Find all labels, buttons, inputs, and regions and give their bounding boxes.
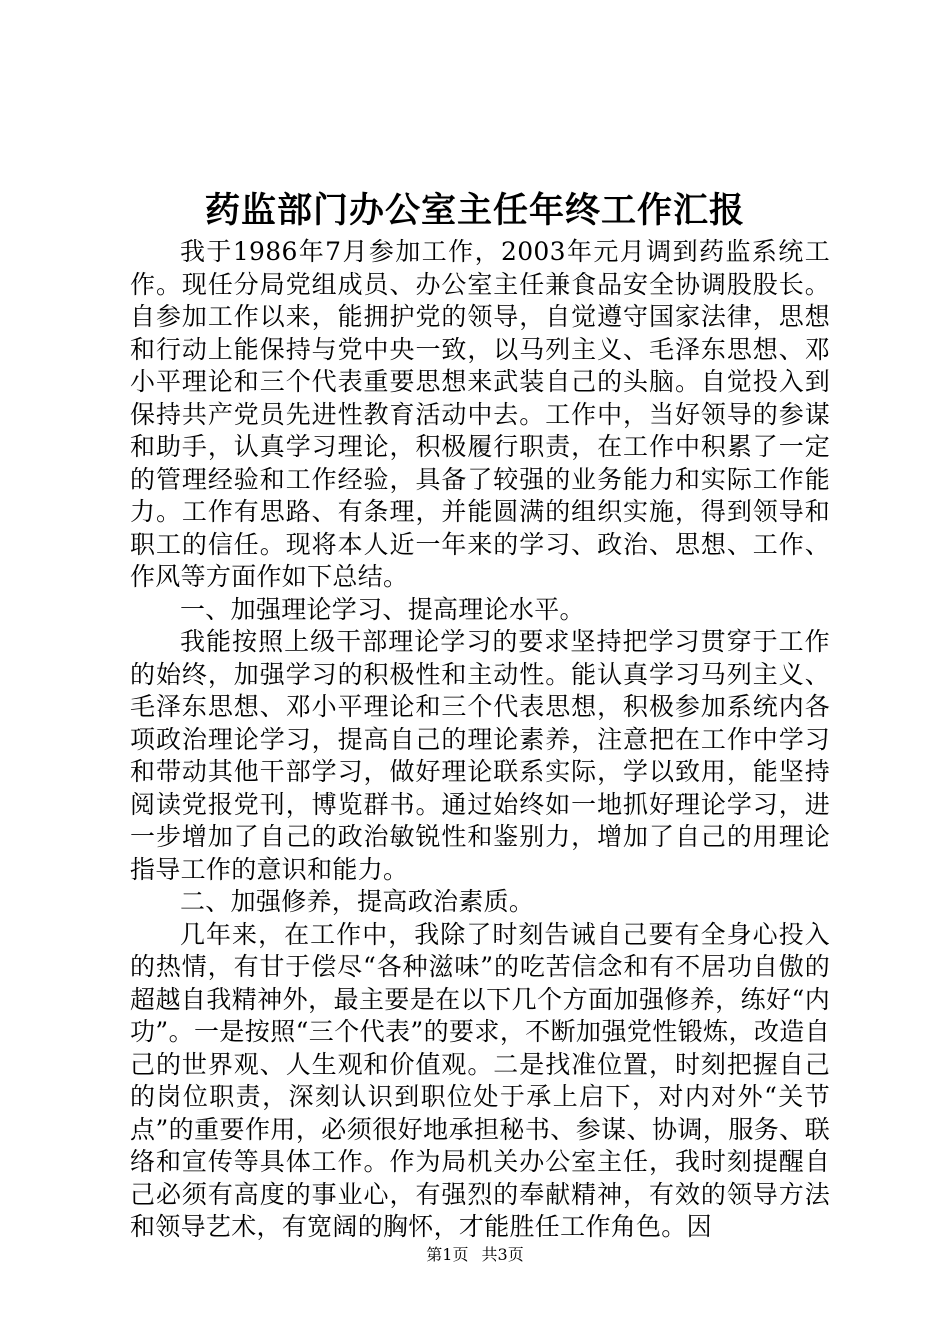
document-body [130,236,830,1244]
page-footer [0,1245,950,1265]
document-title: 药监部门办公室主任年终工作汇报 [204,190,745,231]
paragraph-cultivation: 几年来，在工作中，我除了时刻告诫自己要有全身心投入的热情，有甘于偿尽“各种滋味”的吃苦信念和有不居功自傲的超越自我精神外，最主要是在以下几个方面加强修养，练好“内功”。一是按照“三个代表”的要求，不断加强党性锻炼，改造自己的世界观、人生观和价值观。二是找准位置，时刻把握自己的岗位职责，深刻认识到职位处于承上启下，对内对外“关节点”的重要作用，必须很好地承担秘书、参谋、协调，服务、联络和宣传等具体工作。作为局机关办公室主任，我时刻提醒自己必须有高度的事业心，有强烈的奉献精神，有效的领导方法和领导艺术，有宽阔的胸怀，才能胜任工作角色。因 [130,919,830,1241]
section-heading-theory: 一、加强理论学习、提高理论水平。 [180,594,585,624]
page-number: 第1页 [426,1245,469,1264]
page-count: 共3页 [481,1245,524,1264]
section-heading-cultivation: 二、加强修养，提高政治素质。 [180,887,535,916]
paragraph-theory: 我能按照上级干部理论学习的要求坚持把学习贯穿于工作的始终，加强学习的积极性和主动性。能认真学习马列主义、毛泽东思想、邓小平理论和三个代表思想，积极参加系统内各项政治理论学习，提高自己的理论素养，注意把在工作中学习和带动其他干部学习，做好理论联系实际，学以致用，能坚持阅读党报党刊，博览群书。通过始终如一地抓好理论学习，进一步增加了自己的政治敏锐性和鉴别力，增加了自己的用理论指导工作的意识和能力。 [130,627,830,884]
paragraph-intro: 我于1986年7月参加工作，2003年元月调到药监系统工作。现任分局党组成员、办公室主任兼食品安全协调股股长。自参加工作以来，能拥护党的领导，自觉遵守国家法律，思想和行动上能保持与党中央一致，以马列主义、毛泽东思想、邓小平理论和三个代表重要思想来武装自己的头脑。自觉投入到保持共产党员先进性教育活动中去。工作中，当好领导的参谋和助手，认真学习理论，积极履行职责，在工作中积累了一定的管理经验和工作经验，具备了较强的业务能力和实际工作能力。工作有思路、有条理，并能圆满的组织实施，得到领导和职工的信任。现将本人近一年来的学习、政治、思想、工作、作风等方面作如下总结。 [130,237,830,591]
